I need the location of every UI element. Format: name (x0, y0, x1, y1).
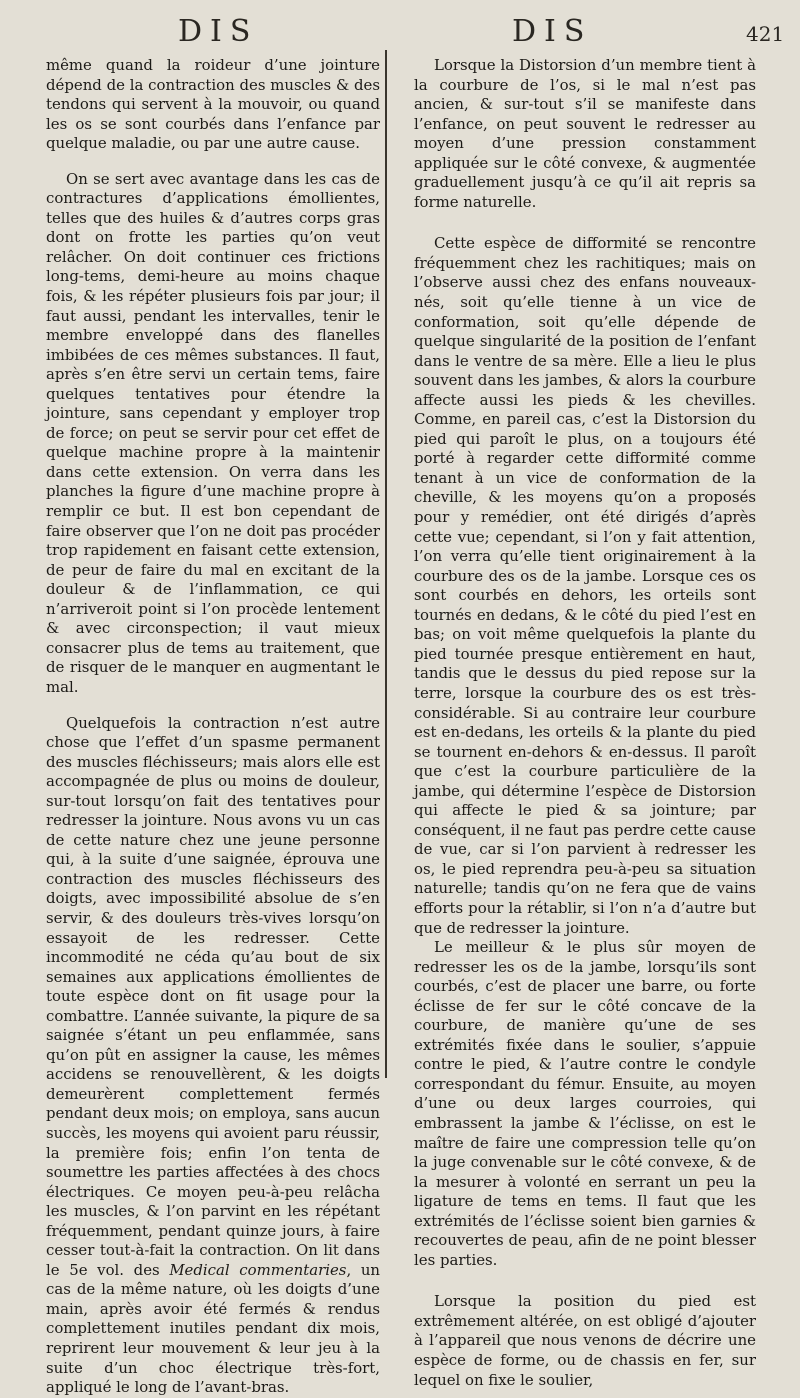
running-head-left: DIS (178, 14, 259, 49)
paragraph-spasm-ending: , un cas de la même nature, où les doigts d’une main, après avoir été fermés & rendus complettement inutiles pendant dix mois, reprirent leur mouvement & leur jeu à la suite d’un choc électrique très-fort, appliqué le long de l’avant-bras. (46, 1260, 380, 1397)
paragraph-bone-curvature: Lorsque la Distorsion d’un membre tient à la courbure de l’os, si le mal n’est pas ancien, & sur-tout s’il se manifeste dans l’enfance, on peut souvent le redresser au moyen d’une pression constamment appliquée sur le côté convexe, & augmentée graduellement jusqu’à ce qu’il ait repris sa forme naturelle. (414, 56, 756, 211)
paragraph-emollient-applications: On se sert avec avantage dans les cas de contractures d’applications émollientes, telles que des huiles & d’autres corps gras dont on frotte les parties qu’on veut relâcher. On doit continuer ces frictions long-tems, demi-heure au moins chaque fois, & les répéter plusieurs fois par jour; il faut aussi, pendant les intervalles, tenir le membre enveloppé dans des flanelles imbibées de ces mêmes substances. Il faut, après s’en être servi un certain tems, faire quelques tentatives pour étendre la jointure, sans cependant y employer trop de force; on peut se servir pour cet effet de quelque machine propre à la maintenir dans cette extension. On verra dans les planches la figure d’une machine propre à remplir ce but. Il est bon cependant de faire observer que l’on ne doit pas procéder trop rapidement en faisant cette extension, de peur de faire du mal en excitant de la douleur & de l’inflammation, ce qui n’arriveroit point si l’on procède lentement & avec circonspection; il vaut mieux consacrer plus de tems au traitement, que de risquer de le manquer en augmentant le mal. (46, 169, 380, 696)
right-column (414, 56, 756, 1390)
left-column (46, 56, 380, 1398)
paragraph-spasm-text: Quelquefois la contraction n’est autre chose que l’effet d’un spasme permanent des muscles fléchisseurs; mais alors elle est accompagnée de plus ou moins de douleur, sur-tout lorsqu’on fait des tentatives pour redresser la jointure. Nous avons vu un cas de cette nature chez une jeune personne qui, à la suite d’une saignée, éprouva une contraction des muscles fléchisseurs des doigts, avec impossibilité absolue de s’en servir, & des douleurs très-vives lorsqu’on essayoit de les redresser. Cette incommodité ne céda qu’au bout de six semaines aux applications émollientes de toute espèce dont on fit usage pour la combattre. L’année suivante, la piqure de sa saignée s’étant un peu enflammée, sans qu’on pût en assigner la cause, les mêmes accidens se renouvellèrent, & les doigts demeurèrent complettement fermés pendant deux mois; on employa, sans aucun succès, les moyens qui avoient paru réussir, la première fois; enfin l’on tenta de soumettre les parties affectées à des chocs électriques. Ce moyen peu-à-peu relâcha les muscles, & l’on parvint en les répétant fréquemment, pendant quinze jours, à faire cesser tout-à-fait la contraction. On lit dans le 5e vol. des (46, 713, 380, 1279)
paragraph-rachitic-deformity: Cette espèce de difformité se rencontre fréquemment chez les rachitiques; mais on l’observe aussi chez des enfans nouveaux-nés, soit qu’elle tienne à un vice de conformation, soit qu’elle dépende de quelque singularité de la position de l’enfant dans le ventre de sa mère. Elle a lieu le plus souvent dans les jambes, & alors la courbure affecte aussi les pieds & les chevilles. Comme, en pareil cas, c’est la Distorsion du pied qui paroît le plus, on a toujours été porté à regarder cette difformité comme tenant à un vice de conformation de la cheville, & les moyens qu’on a proposés pour y remédier, ont été dirigés d’après cette vue; cependant, si l’on y fait attention, l’on verra qu’elle tient originairement à la courbure des os de la jambe. Lorsque ces os sont courbés en dehors, les orteils sont tournés en dedans, & le côté du pied l’est en bas; on voit même quelquefois la plante du pied tournée presque entièrement en haut, tandis que le dessus du pied repose sur la terre, lorsque la courbure des os est très-considérable. Si au contraire leur courbure est en-dedans, les orteils & la plante du pied se tournent en-dehors & en-dessus. Il paroît que c’est la courbure particulière de la jambe, qui détermine l’espèce de Distorsion qui affecte le pied & sa jointure; par conséquent, il ne faut pas perdre cette cause de vue, car si l’on parvient à redresser les os, le pied reprendra peu-à-peu sa situation naturelle; tandis qu’on ne fera que de vains efforts pour la rétablir, si l’on n’a d’autre but que de redresser la jointure. (414, 234, 756, 937)
paragraph-iron-splint: Le meilleur & le plus sûr moyen de redresser les os de la jambe, lorsqu’ils sont courbés, c’est de placer une barre, ou forte éclisse de fer sur le côté concave de la courbure, de manière qu’une de ses extrémités fixée dans le soulier, s’appuie contre le pied, & l’autre contre le condyle correspondant du fémur. Ensuite, au moyen d’une ou deux larges courroies, qui embrassent la jambe & l’éclisse, on est le maître de faire une compression telle qu’on la juge convenable sur le côté convexe, & de la mesurer à volonté en serrant un peu la ligature de tems en tems. Il faut que les extrémités de l’éclisse soient bien garnies & recouvertes de peau, afin de ne point blesser les parties. (414, 938, 756, 1269)
journal-title: Medical commentaries (169, 1260, 347, 1279)
paragraph-spasm-case (46, 714, 380, 1398)
column-divider (385, 50, 387, 1078)
paragraph-continuation: même quand la roideur d’une jointure dépend de la contraction des muscles & des tendons qui servent à la mouvoir, ou quand les os se sont courbés dans l’enfance par quelque maladie, ou par une autre cause. (46, 56, 380, 153)
page-number: 421 (746, 22, 785, 46)
paragraph-foot-position: Lorsque la position du pied est extrêmement altérée, on est obligé d’ajouter à l’appareil que nous venons de décrire une espèce de forme, ou de chassis en fer, sur lequel on fixe le soulier, (414, 1292, 756, 1389)
running-head-right: DIS (512, 14, 593, 49)
